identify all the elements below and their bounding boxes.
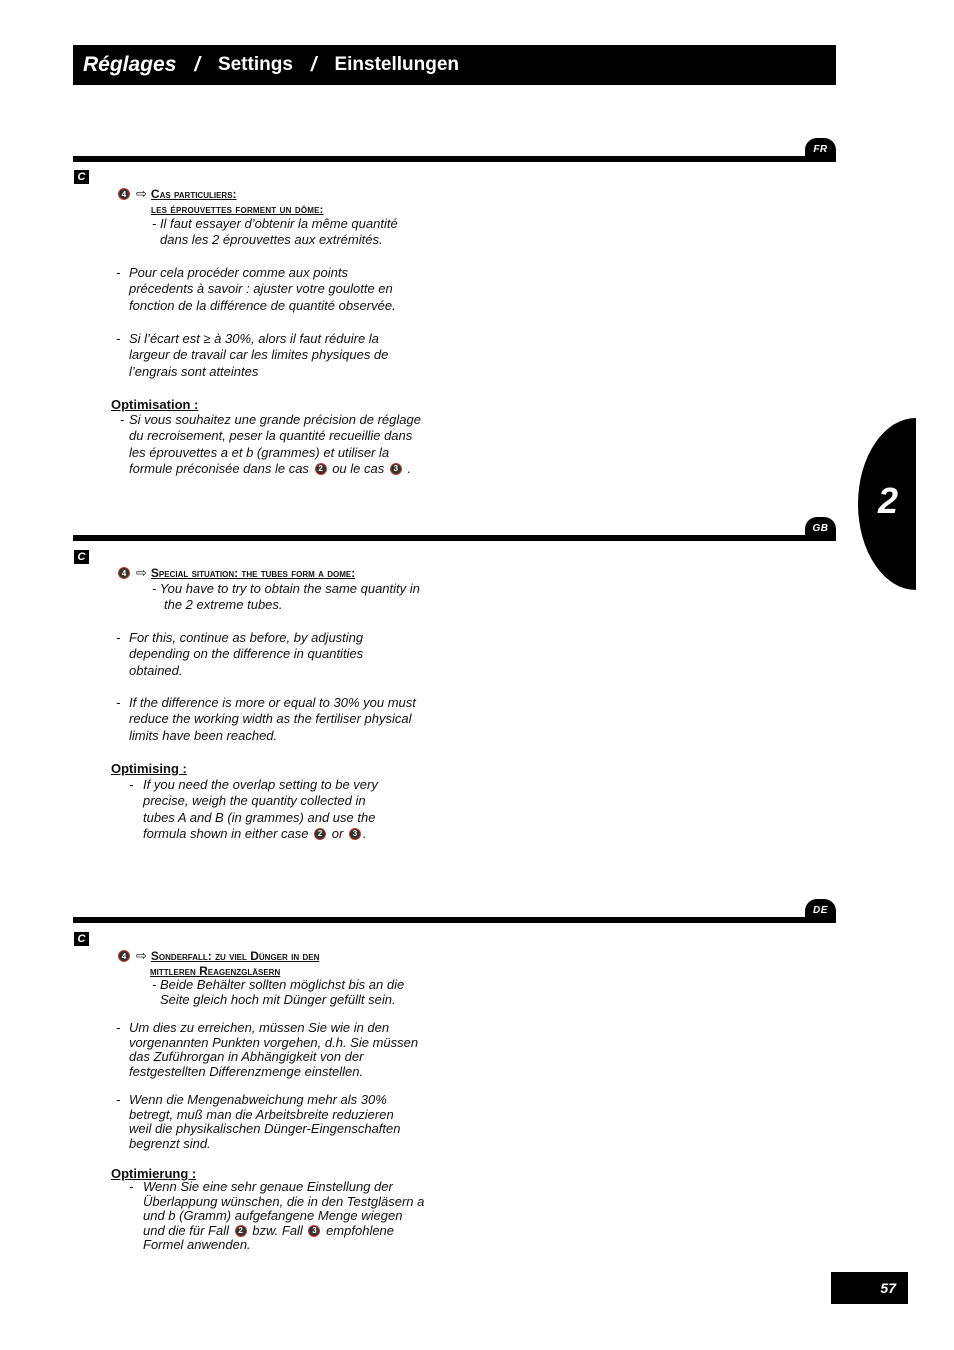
dash: -	[116, 1020, 121, 1035]
de-optimierung-title: Optimierung :	[111, 1166, 197, 1181]
de-opt-line: Wenn Sie eine sehr genaue Einstellung der	[143, 1179, 393, 1194]
de-sub	[152, 977, 404, 1007]
fr-opt-text: .	[407, 460, 412, 476]
arrow-right-icon: ⇨	[136, 186, 147, 201]
de-sub-line: - Beide Behälter sollten möglichst bis an die	[152, 977, 405, 992]
fr-paragraph-1	[116, 265, 396, 314]
step-3-icon: 3	[390, 463, 402, 475]
header-separator: /	[194, 53, 200, 76]
step-2-icon: 2	[235, 1225, 247, 1237]
fr-opt-text: formule préconisée dans le cas	[129, 460, 309, 476]
section-rule-de	[73, 917, 836, 923]
de-optimierung-text	[129, 1180, 424, 1253]
header-bar	[73, 45, 836, 85]
dash: -	[120, 412, 125, 427]
fr-heading-line1: Cas particuliers:	[150, 187, 237, 201]
de-p1-line: Um dies zu erreichen, müssen Sie wie in den	[129, 1020, 390, 1035]
header-title-fr: Réglages	[83, 53, 177, 76]
dash: -	[116, 695, 121, 710]
gb-p2-line: If the difference is more or equal to 30% you must	[129, 695, 416, 710]
de-p1-line: vorgenannten Punkten vorgehen, d.h. Sie müssen	[129, 1034, 419, 1050]
gb-opt-line: precise, weigh the quantity collected in	[143, 793, 366, 809]
de-heading-line1: Sonderfall: zu viel Dünger in den	[150, 949, 320, 963]
gb-heading-text: Special situation: the tubes form a dome:	[150, 566, 356, 580]
arrow-right-icon: ⇨	[136, 948, 147, 963]
gb-opt-line: tubes A and B (in grammes) and use the	[143, 809, 376, 825]
fr-sub-line: - Il faut essayer d’obtenir la même quantité	[152, 216, 398, 231]
page-number: 57	[831, 1272, 908, 1304]
de-p2-line: betregt, muß man die Arbeitsbreite reduzieren	[129, 1106, 394, 1122]
gb-heading	[116, 565, 355, 581]
fr-opt-line: Si vous souhaitez une grande précision de réglage	[129, 412, 421, 427]
lang-tab-fr: FR	[805, 138, 836, 160]
de-opt-line	[143, 1224, 424, 1239]
de-opt-text: empfohlene	[326, 1222, 395, 1238]
fr-opt-line: les éprouvettes a et b (grammes) et utiliser la	[129, 444, 390, 460]
step-3-icon: 3	[308, 1225, 320, 1237]
de-opt-line: Überlappung wünschen, die in den Testgläsern a	[143, 1193, 425, 1209]
step-4-icon: 4	[118, 188, 130, 200]
step-2-icon: 2	[314, 828, 326, 840]
gb-sub-line: - You have to try to obtain the same quantity in	[152, 581, 420, 596]
dash: -	[116, 1092, 121, 1107]
header-separator: /	[310, 53, 317, 76]
dash: -	[116, 630, 121, 645]
section-marker-gb: C	[74, 550, 89, 564]
gb-opt-text: or	[331, 825, 344, 841]
gb-opt-text: formula shown in either case	[143, 825, 309, 841]
gb-optimising-title: Optimising :	[111, 761, 187, 776]
fr-p1-line: fonction de la différence de quantité observée.	[129, 297, 396, 313]
section-rule-fr	[73, 156, 836, 162]
de-sub-line: Seite gleich hoch mit Dünger gefüllt sein.	[160, 992, 396, 1007]
gb-opt-line: If you need the overlap setting to be very	[143, 777, 378, 792]
header-title-de: Einstellungen	[334, 54, 460, 75]
gb-p1-line: For this, continue as before, by adjusting	[129, 630, 364, 645]
section-rule-gb	[73, 535, 836, 541]
de-p2-line: weil die physikalischen Dünger-Eingenschaften	[129, 1121, 401, 1137]
section-marker-de: C	[74, 932, 89, 946]
gb-p2-line: limits have been reached.	[129, 727, 278, 743]
step-4-icon: 4	[118, 567, 130, 579]
de-opt-line: Formel anwenden.	[143, 1237, 251, 1253]
gb-opt-line	[143, 826, 378, 842]
gb-p2-line: reduce the working width as the fertiliser physical	[129, 711, 412, 727]
de-p1-line: das Zuführorgan in Abhängigkeit von der	[129, 1049, 364, 1065]
de-paragraph-2	[116, 1093, 400, 1151]
fr-p1-line: Pour cela procéder comme aux points	[129, 265, 348, 280]
de-opt-text: bzw. Fall	[252, 1222, 303, 1238]
de-heading	[116, 948, 319, 964]
section-marker-fr: C	[74, 170, 89, 184]
fr-sub-line: dans les 2 éprouvettes aux extrémités.	[160, 232, 383, 248]
de-opt-text: und die für Fall	[143, 1222, 229, 1238]
arrow-right-icon: ⇨	[136, 565, 147, 580]
step-2-icon: 2	[315, 463, 327, 475]
fr-optimisation-text	[120, 412, 421, 477]
dash: -	[116, 265, 121, 280]
gb-paragraph-1	[116, 630, 363, 679]
step-3-icon: 3	[349, 828, 361, 840]
de-paragraph-1	[116, 1021, 418, 1079]
fr-opt-line	[129, 461, 421, 477]
fr-heading	[116, 186, 237, 202]
fr-paragraph-2	[116, 331, 388, 380]
lang-tab-gb: GB	[805, 517, 836, 539]
gb-paragraph-2	[116, 695, 416, 744]
fr-heading-line2: les éprouvettes forment un dôme:	[151, 204, 324, 216]
de-heading-line2: mittleren Reagenzgläsern	[150, 964, 281, 978]
fr-p2-line: l’engrais sont atteintes	[129, 363, 259, 379]
de-p2-line: Wenn die Mengenabweichung mehr als 30%	[129, 1092, 387, 1107]
fr-p2-line: largeur de travail car les limites physiques de	[129, 347, 389, 363]
fr-optimisation-title: Optimisation :	[111, 397, 199, 412]
gb-sub	[152, 581, 420, 614]
de-p2-line: begrenzt sind.	[129, 1135, 211, 1151]
gb-optimising-text	[129, 777, 378, 842]
chapter-number: 2	[878, 480, 899, 521]
dash: -	[129, 777, 134, 792]
fr-sub	[152, 216, 398, 249]
header-title-gb: Settings	[217, 54, 293, 75]
de-p1-line: festgestellten Differenzmenge einstellen.	[129, 1063, 364, 1079]
gb-opt-text: .	[362, 825, 367, 841]
fr-p2-line: Si l’écart est ≥ à 30%, alors il faut réduire la	[129, 331, 379, 346]
chapter-tab	[858, 418, 916, 590]
gb-sub-line: the 2 extreme tubes.	[164, 597, 283, 613]
dash: -	[116, 331, 121, 346]
gb-p1-line: obtained.	[129, 662, 183, 678]
dash: -	[129, 1179, 134, 1194]
de-opt-line: und b (Gramm) aufgefangene Menge wiegen	[143, 1208, 403, 1224]
lang-tab-de: DE	[805, 899, 836, 921]
fr-p1-line: précedents à savoir : ajuster votre goulotte en	[129, 281, 393, 297]
fr-opt-text: ou le cas	[332, 460, 385, 476]
gb-p1-line: depending on the difference in quantities	[129, 646, 364, 662]
fr-opt-line: du recroisement, peser la quantité recueillie dans	[129, 428, 413, 444]
step-4-icon: 4	[118, 950, 130, 962]
